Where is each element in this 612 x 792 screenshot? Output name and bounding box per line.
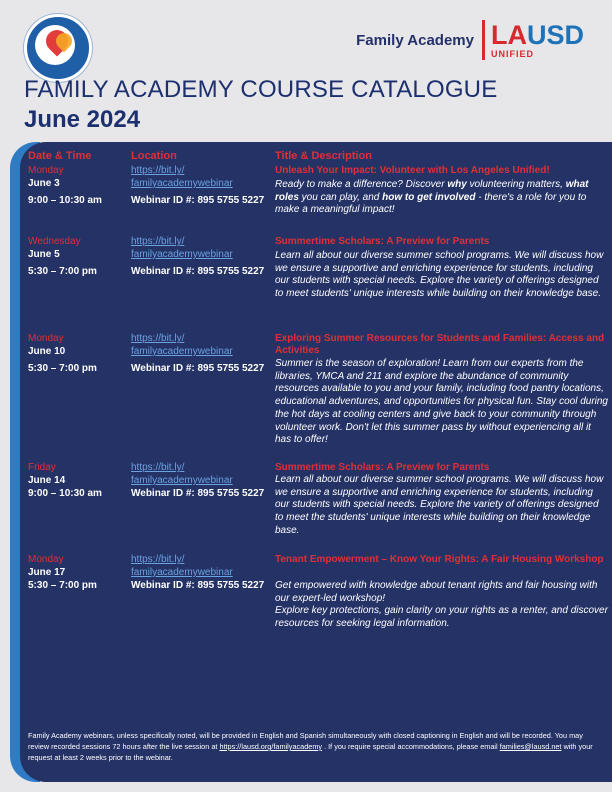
webinar-link[interactable]: https://bit.ly/ bbox=[131, 236, 185, 247]
session-time: 5:30 – 7:00 pm bbox=[28, 363, 97, 374]
session-day: Friday bbox=[28, 462, 56, 473]
session-title: Tenant Empowerment – Know Your Rights: A Fair Housing Workshop bbox=[275, 554, 604, 565]
webinar-link[interactable]: https://bit.ly/ bbox=[131, 333, 185, 344]
catalogue-content bbox=[28, 150, 612, 770]
webinar-id: Webinar ID #: 895 5755 5227 bbox=[131, 580, 265, 591]
webinar-id: Webinar ID #: 895 5755 5227 bbox=[131, 266, 265, 277]
webinar-link[interactable]: https://bit.ly/ bbox=[131, 462, 185, 473]
page-title: FAMILY ACADEMY COURSE CATALOGUE bbox=[24, 76, 498, 103]
session-time: 9:00 – 10:30 am bbox=[28, 488, 102, 499]
session-description: Ready to make a difference? Discover why volunteering matters, what roles you can play, and how to get involved - there's a role for you to make a meaningful impact! bbox=[275, 179, 589, 216]
session-row bbox=[28, 333, 612, 473]
webinar-id: Webinar ID #: 895 5755 5227 bbox=[131, 488, 265, 499]
session-day: Wednesday bbox=[28, 236, 81, 247]
column-header-date-time: Date & Time bbox=[28, 150, 92, 162]
lausd-seal-logo bbox=[24, 14, 92, 82]
session-date: June 17 bbox=[28, 567, 66, 578]
session-time: 9:00 – 10:30 am bbox=[28, 195, 102, 206]
page-subtitle: June 2024 bbox=[24, 106, 141, 133]
families-email-link[interactable]: families@lausd.net bbox=[499, 742, 562, 751]
session-row bbox=[28, 165, 612, 245]
session-title: Unleash Your Impact: Volunteer with Los Angeles Unified! bbox=[275, 165, 550, 176]
brand-divider bbox=[482, 20, 485, 60]
session-time: 5:30 – 7:00 pm bbox=[28, 266, 97, 277]
session-date: June 3 bbox=[28, 178, 60, 189]
lausd-logo: LAUSD UNIFIED bbox=[490, 19, 584, 59]
session-row bbox=[28, 554, 612, 644]
webinar-link-cont[interactable]: familyacademywebinar bbox=[131, 346, 233, 357]
webinar-id: Webinar ID #: 895 5755 5227 bbox=[131, 363, 265, 374]
session-row bbox=[28, 236, 612, 336]
webinar-link-cont[interactable]: familyacademywebinar bbox=[131, 567, 233, 578]
session-title: Summertime Scholars: A Preview for Parents bbox=[275, 462, 490, 473]
webinar-link-cont[interactable]: familyacademywebinar bbox=[131, 249, 233, 260]
session-description: Learn all about our diverse summer school programs. We will discuss how we ensure a supportive and enriching experience for students, including our students with special needs. Explore the variety of offerings designed to meet students' unique interests while building on their knowledge base. bbox=[275, 250, 604, 300]
session-title: Summertime Scholars: A Preview for Parents bbox=[275, 236, 490, 247]
session-day: Monday bbox=[28, 554, 64, 565]
session-date: June 10 bbox=[28, 346, 66, 357]
brand-header bbox=[356, 18, 584, 62]
session-description: Get empowered with knowledge about tenant rights and fair housing with our expert-led workshop! Explore key protections, gain clarity on your rights as a renter, and discover resources for seeking legal information. bbox=[275, 580, 608, 630]
webinar-link-cont[interactable]: familyacademywebinar bbox=[131, 178, 233, 189]
session-description: Learn all about our diverse summer school programs. We will discuss how we ensure a supportive and enriching experience for students, including our students with special needs. Explore the variety of offerings designed to meet the students' unique interests while building on their knowledge base. bbox=[275, 474, 604, 536]
session-day: Monday bbox=[28, 333, 64, 344]
family-academy-link[interactable]: https://lausd.org/familyacademy bbox=[219, 742, 323, 751]
session-day: Monday bbox=[28, 165, 64, 176]
webinar-link-cont[interactable]: familyacademywebinar bbox=[131, 475, 233, 486]
session-title: Exploring Summer Resources for Students and Families: Access and Activities bbox=[275, 333, 605, 356]
webinar-id: Webinar ID #: 895 5755 5227 bbox=[131, 195, 265, 206]
column-header-location: Location bbox=[131, 150, 177, 162]
column-header-title-description: Title & Description bbox=[275, 150, 372, 162]
family-academy-label: Family Academy bbox=[356, 31, 474, 49]
session-time: 5:30 – 7:00 pm bbox=[28, 580, 97, 591]
session-row bbox=[28, 462, 612, 552]
webinar-link[interactable]: https://bit.ly/ bbox=[131, 554, 185, 565]
session-date: June 5 bbox=[28, 249, 60, 260]
session-description: Summer is the season of exploration! Learn from our experts from the libraries, YMCA and 211 and explore the abundance of community resources available to you and your family, including food pantry locations, educational adventures, and opportunities for physical fun. Stay cool during the hot days at cooling centers and give back to your community through volunteer work. Don't let this summer pass by without experiencing all it has to offer! bbox=[275, 358, 608, 446]
footer-note: Family Academy webinars, unless specifically noted, will be provided in English and Spanish simultaneously with closed captioning in English and will be recorded. You may review recorded sessions 72 hours after the live session at https://lausd.org/familyacademy . If you require special accommodations, please email families@lausd.net with your request at least 2 weeks prior to the webinar. bbox=[28, 731, 593, 762]
session-date: June 14 bbox=[28, 475, 66, 486]
webinar-link[interactable]: https://bit.ly/ bbox=[131, 165, 185, 176]
